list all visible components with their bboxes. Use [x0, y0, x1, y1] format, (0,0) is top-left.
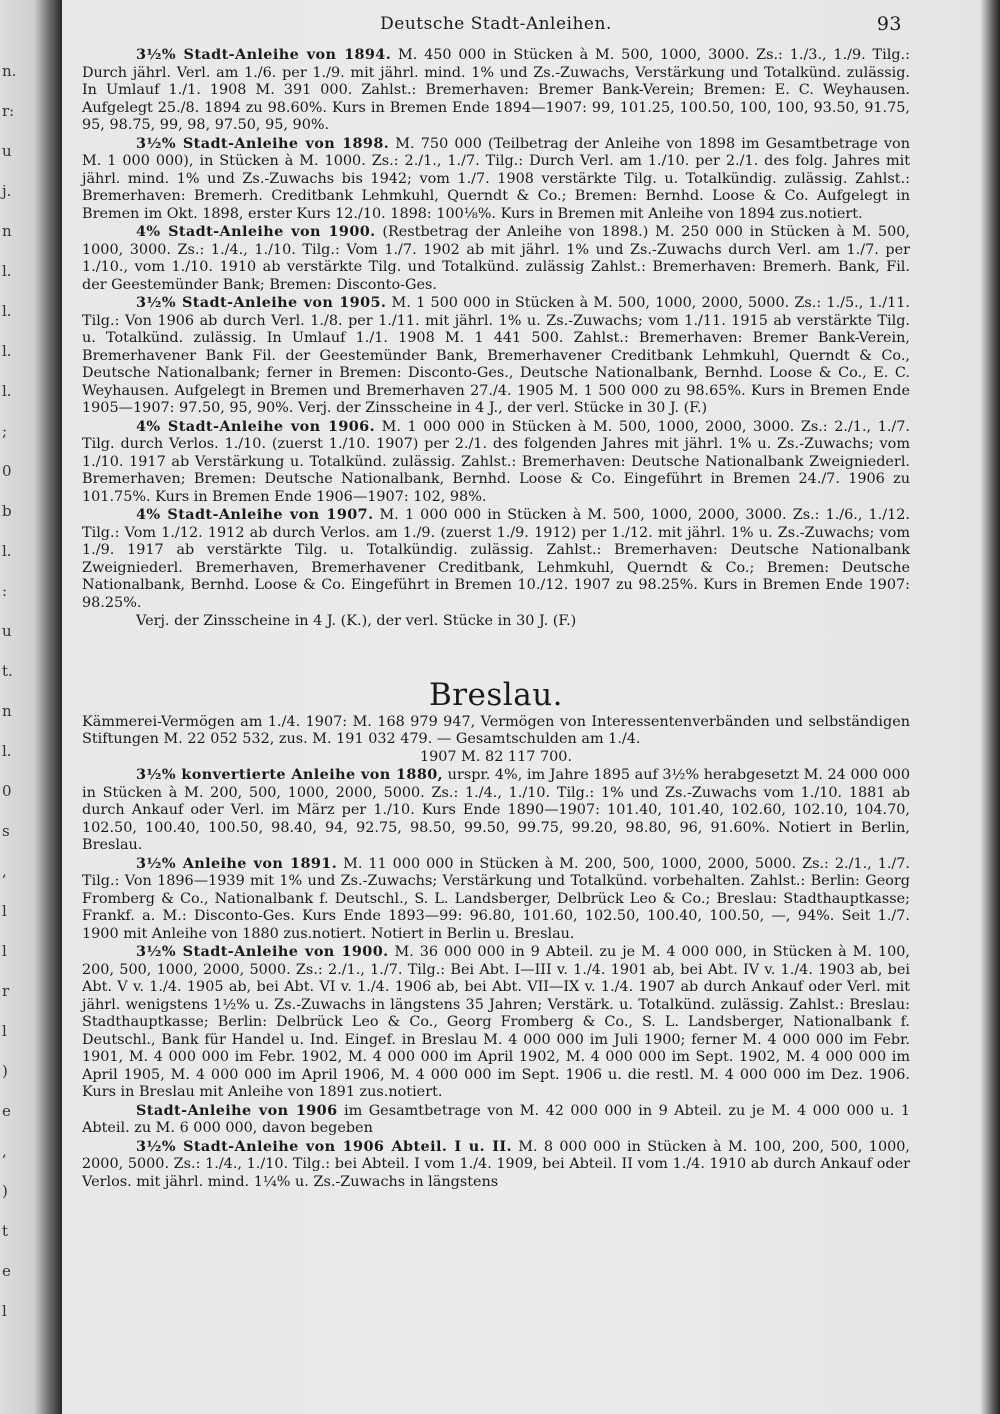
gutter-fragment: j. — [2, 182, 12, 200]
bond-heading: 3½% Stadt-Anleihe von 1898. — [136, 134, 390, 152]
bond-details: Verj. der Zinsscheine in 4 J. (K.), der verl. Stücke in 30 J. (F.) — [136, 613, 577, 629]
bond-details: M. 36 000 000 in 9 Abteil. zu je M. 4 000 000, in Stücken à M. 100, 200, 500, 1000, 2000, 5000. Zs.: 2./1., 1./7. Tilg.: Bei Abt. I—III v. 1./4. 1901 ab, bei Abt. IV v. 1./4. 1903 ab, bei Abt. V v. 1./4. 1905 ab, bei Abt. VI v. 1./4. 1906 ab, bei Abt. VII—IX v. 1./4. 1907 ab durch Ankauf oder Verl. mit jährl. wenigstens 1½% u. Zs.-Zuwachs in längstens 35 Jahren; Verstärk. u. Totalkünd. zulässig. Zahlst.: Breslau: Stadthauptkasse; Berlin: Delbrück Leo & Co., Georg Fromberg & Co., S. L. Landsberger, Nationalbank f. Deutschl., Bank für Handel u. Ind. Eingef. in Breslau M. 4 000 000 im Juli 1900; ferner M. 4 000 000 im Febr. 1901, M. 4 000 000 im Febr. 1902, M. 4 000 000 im April 1902, M. 4 000 000 im Sept. 1902, M. 4 000 000 im April 1905, M. 4 000 000 im April 1906, M. 4 000 000 im Sept. 1906 u. die restl. M. 4 000 000 im Dez. 1906. Kurs in Breslau mit Anleihe von 1891 zus.notiert. — [82, 944, 910, 1100]
bond-entry — [82, 943, 910, 1102]
bond-heading: 3½% Stadt-Anleihe von 1900. — [136, 943, 389, 960]
bond-details: M. 1 000 000 in Stücken à M. 500, 1000, 2000, 3000. Zs.: 1./6., 1./12. Tilg.: Vom 1./12. 1912 ab durch Verlos. am 1./9. (zuerst 1./9. 1912) per 1./12. mit jährl. 1% u. Zs.-Zuwachs; vom 1./9. 1917 ab verstärkte Tilg. u. Totalkündig. zulässig. Zahlst.: Bremerhaven: Deutsche Nationalbank Zweigniederl. Bremerhaven, Bremerhavener Creditbank, Lehmkuhl, Querndt & Co.; Bremen: Deutsche Nationalbank, Bernhd. Loose & Co. Eingeführt in Bremen 10./12. 1907 zu 98.25%. Kurs in Bremen Ende 1907: 98.25%. — [82, 507, 910, 611]
bond-entry — [82, 766, 910, 855]
bond-details: im Gesamtbetrage von M. 42 000 000 in 9 Abteil. zu je M. 4 000 000 u. 1 Abteil. zu M. 6 000 000, davon begeben — [82, 1102, 910, 1136]
bond-entry — [82, 1102, 910, 1138]
gutter-fragment: t — [2, 1222, 9, 1240]
bond-entry — [82, 855, 910, 944]
bond-entry — [82, 612, 910, 631]
running-header — [82, 13, 910, 46]
gutter-fragment: : — [2, 582, 8, 600]
bond-entry — [82, 223, 910, 294]
gutter-fragment: l. — [2, 262, 12, 280]
gutter-fragment: b — [2, 502, 12, 520]
gutter-fragment: 0 — [2, 462, 12, 480]
gutter-fragment: l — [2, 942, 7, 960]
bond-details: M. 8 000 000 in Stücken à M. 100, 200, 500, 1000, 2000, 5000. Zs.: 1./4., 1./10. Tilg.: bei Abteil. I vom 1./4. 1909, bei Abteil. II vom 1./4. 1910 ab durch Ankauf oder Verlos. mit jährl. mind. 1¼% u. Zs.-Zuwachs in längstens — [82, 1138, 910, 1190]
bond-entry — [82, 418, 910, 507]
gutter-fragment: n — [2, 702, 12, 720]
gutter-fragment: s — [2, 822, 10, 840]
bond-details: M. 1 500 000 in Stücken à M. 500, 1000, 2000, 5000. Zs.: 1./5., 1./11. Tilg.: Von 1906 ab durch Verl. 1./8. per 1./11. mit jährl. 1% u. Zs.-Zuwachs; vom 1./11. 1915 ab verstärkte Tilg. u. Totalkünd. zulässig. In Umlauf 1./1. 1908 M. 1 441 500. Zahlst.: Bremerhaven: Bremer Bank-Verein, Bremerhavener Bank Fil. der Geestemünder Bank, Bremerhavener Creditbank Lehmkuhl, Querndt & Co., Deutsche Nationalbank; ferner in Bremen: Disconto-Ges., Deutsche Nationalbank, Bernhd. Loose & Co., E. C. Weyhausen. Aufgelegt in Bremen und Bremerhaven 27./4. 1905 M. 1 500 000 zu 98.65%. Kurs in Bremen Ende 1905—1907: 97.50, 95, 90%. Verj. der Zinsscheine in 4 J., der verl. Stücke in 30 J. (F.) — [82, 295, 910, 416]
bond-entry — [82, 135, 910, 224]
bond-heading: 3½% Stadt-Anleihe von 1894. — [136, 46, 392, 63]
bond-entry — [82, 46, 910, 135]
page-edge-shadow — [980, 0, 1000, 1414]
gutter-fragment: l. — [2, 382, 12, 400]
bond-heading: 3½% Anleihe von 1891. — [136, 854, 338, 872]
running-title: Deutsche Stadt-Anleihen. — [380, 14, 612, 34]
gutter-fragment: t. — [2, 662, 13, 680]
section-title-breslau: Breslau. — [428, 676, 564, 713]
gutter-fragment: e — [2, 1262, 11, 1280]
bond-heading: 4% Stadt-Anleihe von 1900. — [136, 223, 376, 240]
gutter-fragment: , — [2, 862, 7, 880]
gutter-fragment: r — [2, 982, 10, 1000]
gutter-fragment: l — [2, 1302, 7, 1320]
bond-heading: 3½% Stadt-Anleihe von 1905. — [136, 294, 387, 311]
page-content — [82, 13, 911, 1191]
bond-heading: 4% Stadt-Anleihe von 1907. — [136, 506, 374, 523]
breslau-section — [82, 766, 910, 1191]
bond-details: M. 750 000 (Teilbetrag der Anleihe von 1898 im Gesamtbetrage von M. 1 000 000), in Stücken à M. 1000. Zs.: 2./1., 1./7. Tilg.: Durch Verl. am 1./10. per 2./1. des folg. Jahres mit jährl. mind. 1% und Zs.-Zuwachs bis 1942; vom 1./7. 1908 verstärkte Tilg. u. Totalkündig. zulässig. Zahlst.: Bremerhaven: Bremerh. Creditbank Lehmkuhl, Querndt & Co.; Bremen: Bernhd. Loose & Co. Aufgelegt in Bremen im Okt. 1898, erster Kurs 12./10. 1898: 100⅛%. Kurs in Bremen mit Anleihe von 1894 zus.notiert. — [82, 135, 910, 222]
breslau-intro — [82, 714, 910, 767]
gutter-fragment: l. — [2, 302, 12, 320]
breslau-intro-last-line: 1907 M. 82 117 700. — [419, 748, 573, 765]
bond-entry — [82, 294, 910, 418]
gutter-fragment: u — [2, 142, 12, 160]
gutter-fragment: u — [2, 622, 12, 640]
gutter-fragment: l. — [2, 542, 12, 560]
bond-details: M. 1 000 000 in Stücken à M. 500, 1000, 2000, 3000. Zs.: 2./1., 1./7. Tilg. durch Verlos. 1./10. (zuerst 1./10. 1907) per 2./1. des folgenden Jahres mit jährl. 1% u. Zs.-Zuwachs; vom 1./10. 1917 ab Verstärkung u. Totalkünd. zulässig. Zahlst.: Bremerhaven: Deutsche Nationalbank Zweigniederl. Bremerhaven; Bremen: Deutsche Nationalbank, Bernhd. Loose & Co. Eingeführt in Bremen 24./7. 1906 zu 101.75%. Kurs in Bremen Ende 1906—1907: 102, 98%. — [82, 418, 911, 505]
bond-details: M. 450 000 in Stücken à M. 500, 1000, 3000. Zs.: 1./3., 1./9. Tilg.: Durch jährl. Verl. am 1./6. per 1./9. mit jährl. mind. 1% und Zs.-Zuwachs, Verstärkung und Totalkünd. zulässig. In Umlauf 1./1. 1908 M. 391 000. Zahlst.: Bremerhaven: Bremer Bank-Verein; Bremen: E. C. Weyhausen. Aufgelegt 25./8. 1894 zu 98.60%. Kurs in Bremen Ende 1894—1907: 99, 101.25, 100.50, 100, 100, 93.50, 91.75, 95, 98.75, 99, 98, 97.50, 95, 90%. — [82, 47, 910, 133]
breslau-intro-text: Kämmerei-Vermögen am 1./4. 1907: M. 168 979 947, Vermögen von Interessentenverbänden und selbständigen Stiftungen M. 22 052 532, zus. M. 191 032 479. — Gesamtschulden am 1./4. — [82, 713, 910, 747]
bond-entry — [82, 506, 910, 612]
bond-heading: 3½% konvertierte Anleihe von 1880, — [136, 766, 444, 783]
bond-details: M. 11 000 000 in Stücken à M. 200, 500, 1000, 2000, 5000. Zs.: 2./1., 1./7. Tilg.: Von 1896—1939 mit 1% und Zs.-Zuwachs; Verstärkung und Totalkünd. vorbehalten. Zahlst.: Berlin: Georg Fromberg & Co., Nationalbank f. Deutschl., S. L. Landsberger, Delbrück Leo & Co.; Breslau: Stadthauptkasse; Frankf. a. M.: Disconto-Ges. Kurs Ende 1893—99: 96.80, 101.60, 102.50, 100.40, 100.50, —, 94%. Seit 1./7. 1900 mit Anleihe von 1880 zus.notiert. Notiert in Berlin u. Breslau. — [82, 855, 911, 942]
gutter-fragment: ) — [2, 1062, 8, 1080]
gutter-fragment: l. — [2, 742, 12, 760]
gutter-fragment: l. — [2, 342, 12, 360]
bremerhaven-section — [82, 46, 910, 631]
bond-details: (Restbetrag der Anleihe von 1898.) M. 250 000 in Stücken à M. 500, 1000, 3000. Zs.: 1./4., 1./10. Tilg.: Vom 1./7. 1902 ab mit jährl. 1% und Zs.-Zuwachs durch Verl. am 1./7. per 1./10., vom 1./10. 1910 ab verstärkte Tilg. und Totalkünd. zulässig Zahlst.: Bremerhaven: Bremerh. Bank, Fil. der Geestemünder Bank; Bremen: Disconto-Ges. — [82, 224, 910, 293]
gutter-fragment: , — [2, 1142, 7, 1160]
gutter-fragment: n. — [2, 62, 17, 80]
gutter-fragment: l — [2, 902, 7, 920]
bond-heading: 4% Stadt-Anleihe von 1906. — [136, 417, 376, 435]
page-number: 93 — [876, 13, 902, 35]
gutter-fragment: 0 — [2, 782, 12, 800]
gutter-fragment: r: — [2, 102, 15, 120]
gutter-fragment: ; — [2, 422, 8, 440]
gutter-fragment: l — [2, 1022, 7, 1040]
bond-heading: Stadt-Anleihe von 1906 — [136, 1101, 338, 1119]
bond-entry — [82, 1138, 910, 1192]
gutter-fragment: ) — [2, 1182, 8, 1200]
bond-details: urspr. 4%, im Jahre 1895 auf 3½% herabgesetzt M. 24 000 000 in Stücken à M. 200, 500, 1000, 2000, 5000. Zs.: 1./4., 1./10. Tilg.: 1% und Zs.-Zuwachs vom 1./10. 1881 ab durch Ankauf oder Verl. im März per 1./10. Kurs Ende 1890—1907: 101.40, 101.40, 102.60, 102.10, 104.70, 102.50, 100.40, 100.50, 98.40, 94, 92.75, 98.50, 99.50, 99.75, 99.20, 98.80, 96, 91.60%. Notiert in Berlin, Breslau. — [82, 767, 910, 853]
bond-heading: 3½% Stadt-Anleihe von 1906 Abteil. I u. II. — [136, 1137, 512, 1155]
facing-page-gutter — [0, 0, 62, 1414]
gutter-fragment: e — [2, 1102, 11, 1120]
gutter-fragment: n — [2, 222, 12, 240]
